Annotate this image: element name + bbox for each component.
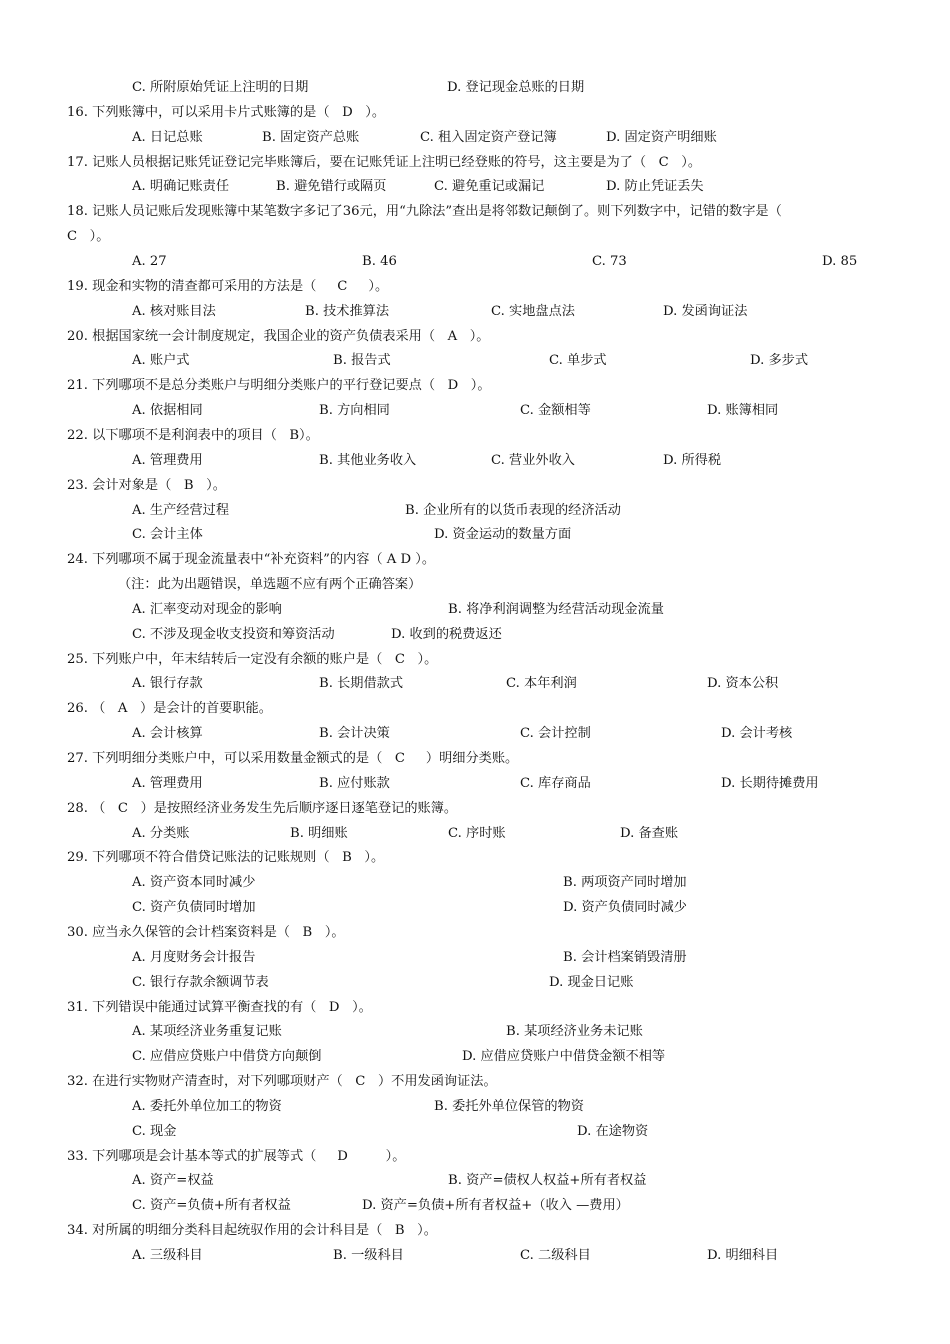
answer-option: A. 会计核算: [132, 726, 203, 742]
question-text: 25. 下列账户中，年末结转后一定没有余额的账户是（ C ）。: [67, 651, 438, 667]
question-line: [0, 548, 950, 572]
note-line: [0, 573, 950, 597]
answer-option: C. 序时账: [448, 825, 506, 841]
answer-option: A. 分类账: [132, 825, 190, 841]
answer-option: C. 会计主体: [132, 527, 203, 543]
question-line: [0, 101, 950, 125]
question-text: 17. 记账人员根据记账凭证登记完毕账簿后，要在记账凭证上注明已经登账的符号，这主要是为了（ C ）。: [67, 154, 702, 170]
answer-option: A. 依据相同: [132, 403, 203, 419]
question-line: [0, 374, 950, 398]
answer-option: A. 明确记账责任: [132, 179, 230, 195]
question-line: [0, 1219, 950, 1243]
answer-option: D. 发函询证法: [663, 303, 748, 319]
options-line: [0, 300, 950, 324]
question-text: 24. 下列哪项不属于现金流量表中“补充资料”的内容（ A D ）。: [67, 552, 436, 568]
answer-option: B. 固定资产总账: [262, 129, 360, 145]
answer-option: D. 资金运动的数量方面: [434, 527, 572, 543]
options-line: [0, 1020, 950, 1044]
question-line: [0, 275, 950, 299]
options-line: [0, 623, 950, 647]
question-text: 27. 下列明细分类账户中，可以采用数量金额式的是（ C ）明细分类账。: [67, 751, 519, 766]
question-line: [0, 151, 950, 175]
options-line: [0, 672, 950, 696]
answer-option: B. 某项经济业务未记账: [506, 1024, 643, 1040]
question-line: [0, 325, 950, 349]
answer-option: C. 单步式: [549, 353, 607, 369]
answer-option: C. 会计控制: [520, 726, 591, 742]
answer-option: A. 资产资本同时减少: [132, 875, 256, 891]
answer-option: C. 应借应贷账户中借贷方向颠倒: [132, 1049, 322, 1065]
answer-option: A. 27: [132, 254, 167, 269]
answer-option: B. 报告式: [333, 353, 391, 369]
answer-option: B. 其他业务收入: [319, 452, 417, 468]
question-line: [0, 996, 950, 1020]
answer-option: A. 生产经营过程: [132, 502, 230, 518]
options-line: [0, 971, 950, 995]
answer-option: B. 一级科目: [333, 1248, 404, 1263]
answer-option: D. 收到的税费返还: [391, 626, 502, 642]
options-line: [0, 175, 950, 199]
question-text: 32. 在进行实物财产清查时，对下列哪项财产（ C ）不用发函询证法。: [67, 1074, 497, 1089]
question-line: [0, 846, 950, 870]
question-text: 21. 下列哪项不是总分类账户与明细分类账户的平行登记要点（ D ）。: [67, 378, 491, 394]
question-text: 29. 下列哪项不符合借贷记账法的记账规则（ B ）。: [67, 850, 385, 866]
question-text: 34. 对所属的明细分类科目起统驭作用的会计科目是（ B ）。: [67, 1223, 437, 1239]
answer-option: C. 现金: [132, 1123, 177, 1139]
answer-option: C. 资产负债同时增加: [132, 900, 256, 916]
answer-option: B. 委托外单位保管的物资: [434, 1098, 584, 1114]
answer-option: A. 资产=权益: [132, 1173, 214, 1189]
question-line: [0, 648, 950, 672]
note-text: （注：此为出题错误，单选题不应有两个正确答案）: [118, 577, 422, 592]
options-line: [0, 772, 950, 796]
options-line: [0, 1244, 950, 1268]
options-line: [0, 1045, 950, 1069]
question-text: 16. 下列账簿中，可以采用卡片式账簿的是（ D ）。: [67, 104, 386, 120]
question-text: 31. 下列错误中能通过试算平衡查找的有（ D ）。: [67, 999, 372, 1015]
answer-option: A. 委托外单位加工的物资: [132, 1098, 282, 1114]
answer-option: B. 两项资产同时增加: [563, 875, 687, 891]
answer-option: C. 73: [592, 254, 627, 269]
question-line: [0, 474, 950, 498]
question-line: [0, 200, 950, 224]
answer-option: C. 营业外收入: [491, 452, 575, 468]
answer-option: D. 多步式: [750, 353, 809, 369]
answer-option: C. 银行存款余额调节表: [132, 974, 269, 990]
answer-option: C. 所附原始凭证上注明的日期: [132, 80, 309, 95]
options-line: [0, 1169, 950, 1193]
answer-option: A. 某项经济业务重复记账: [132, 1024, 282, 1040]
answer-option: D. 现金日记账: [549, 974, 634, 990]
answer-option: B. 将净利润调整为经营活动现金流量: [448, 601, 664, 617]
options-line: [0, 76, 950, 100]
answer-option: C. 二级科目: [520, 1248, 591, 1263]
answer-option: D. 固定资产明细账: [606, 129, 717, 145]
answer-option: D. 应借应贷账户中借贷金额不相等: [462, 1049, 666, 1065]
answer-option: D. 资产=负债+所有者权益+（收入 —费用）: [362, 1198, 629, 1214]
answer-option: D. 长期待摊费用: [721, 775, 819, 791]
question-text: 20. 根据国家统一会计制度规定，我国企业的资产负债表采用（ A ）。: [67, 328, 490, 344]
question-text: 30. 应当永久保管的会计档案资料是（ B ）。: [67, 924, 345, 940]
answer-option: C. 租入固定资产登记簿: [420, 129, 557, 145]
options-line: [0, 598, 950, 622]
answer-option: B. 会计决策: [319, 726, 390, 742]
answer-option: A. 银行存款: [132, 676, 203, 692]
question-text: 28. （ C ）是按照经济业务发生先后顺序逐日逐笔登记的账簿。: [67, 800, 458, 816]
question-text: 33. 下列哪项是会计基本等式的扩展等式（ D ）。: [67, 1148, 406, 1164]
options-line: [0, 250, 950, 274]
options-line: [0, 499, 950, 523]
options-line: [0, 822, 950, 846]
answer-option: B. 46: [362, 254, 397, 269]
answer-option: B. 企业所有的以货币表现的经济活动: [405, 502, 621, 518]
answer-option: A. 日记总账: [132, 129, 203, 145]
answer-option: D. 所得税: [663, 452, 722, 468]
options-line: [0, 399, 950, 423]
answer-option: D. 账簿相同: [707, 403, 779, 419]
question-text: 22. 以下哪项不是利润表中的项目（ B）。: [67, 427, 319, 443]
question-line: [0, 1070, 950, 1094]
options-line: [0, 946, 950, 970]
answer-option: B. 明细账: [290, 825, 348, 841]
answer-option: A. 管理费用: [132, 775, 203, 791]
options-line: [0, 1194, 950, 1218]
answer-option: C. 金额相等: [520, 403, 591, 419]
question-text: 26. （ A ）是会计的首要职能。: [67, 701, 272, 717]
answer-option: C. 资产=负债+所有者权益: [132, 1198, 291, 1214]
answer-option: B. 长期借款式: [319, 676, 404, 692]
options-line: [0, 523, 950, 547]
question-line: [0, 1145, 950, 1169]
answer-option: D. 在途物资: [577, 1123, 649, 1139]
question-text: 23. 会计对象是（ B ）。: [67, 477, 226, 493]
answer-option: C. 避免重记或漏记: [434, 179, 545, 195]
answer-option: B. 方向相同: [319, 403, 390, 419]
options-line: [0, 449, 950, 473]
question-line: [0, 424, 950, 448]
answer-option: D. 会计考核: [721, 726, 793, 742]
answer-option: C. 本年利润: [506, 676, 577, 692]
answer-option: B. 技术推算法: [305, 303, 390, 319]
answer-option: A. 账户式: [132, 353, 190, 369]
options-line: [0, 871, 950, 895]
answer-option: C. 不涉及现金收支投资和筹资活动: [132, 626, 335, 642]
answer-option: D. 备查账: [620, 825, 679, 841]
question-text: 19. 现金和实物的清查都可采用的方法是（ C ）。: [67, 278, 389, 294]
answer-option: B. 避免错行或隔页: [276, 179, 387, 195]
options-line: [0, 1095, 950, 1119]
answer-option: C. 实地盘点法: [491, 303, 575, 319]
question-line: [0, 921, 950, 945]
options-line: [0, 722, 950, 746]
question-line: [0, 697, 950, 721]
answer-option: C. 库存商品: [520, 775, 591, 791]
answer-option: A. 汇率变动对现金的影响: [132, 601, 282, 617]
question-line: [0, 797, 950, 821]
answer-option: D. 登记现金总账的日期: [447, 80, 585, 95]
answer-option: A. 三级科目: [132, 1248, 203, 1263]
options-line: [0, 896, 950, 920]
answer-option: D. 资产负债同时减少: [563, 900, 687, 916]
options-line: [0, 349, 950, 373]
question-line: [0, 225, 950, 249]
answer-option: A. 管理费用: [132, 452, 203, 468]
options-line: [0, 1120, 950, 1144]
answer-option: D. 资本公积: [707, 676, 779, 692]
answer-option: D. 明细科目: [707, 1248, 779, 1263]
answer-option: B. 应付账款: [319, 775, 390, 791]
question-line: [0, 747, 950, 771]
answer-option: A. 月度财务会计报告: [132, 949, 256, 965]
answer-option: B. 资产=债权人权益+所有者权益: [448, 1173, 647, 1189]
question-text: C ）。: [67, 229, 110, 245]
answer-option: D. 防止凭证丢失: [606, 179, 704, 195]
question-text: 18. 记账人员记账后发现账簿中某笔数字多记了36元，用“九除法”查出是将邻数记颠倒了。则下列数字中，记错的数字是（: [67, 204, 782, 220]
answer-option: A. 核对账目法: [132, 303, 216, 319]
answer-option: B. 会计档案销毁清册: [563, 949, 687, 965]
answer-option: D. 85: [822, 254, 858, 269]
options-line: [0, 126, 950, 150]
